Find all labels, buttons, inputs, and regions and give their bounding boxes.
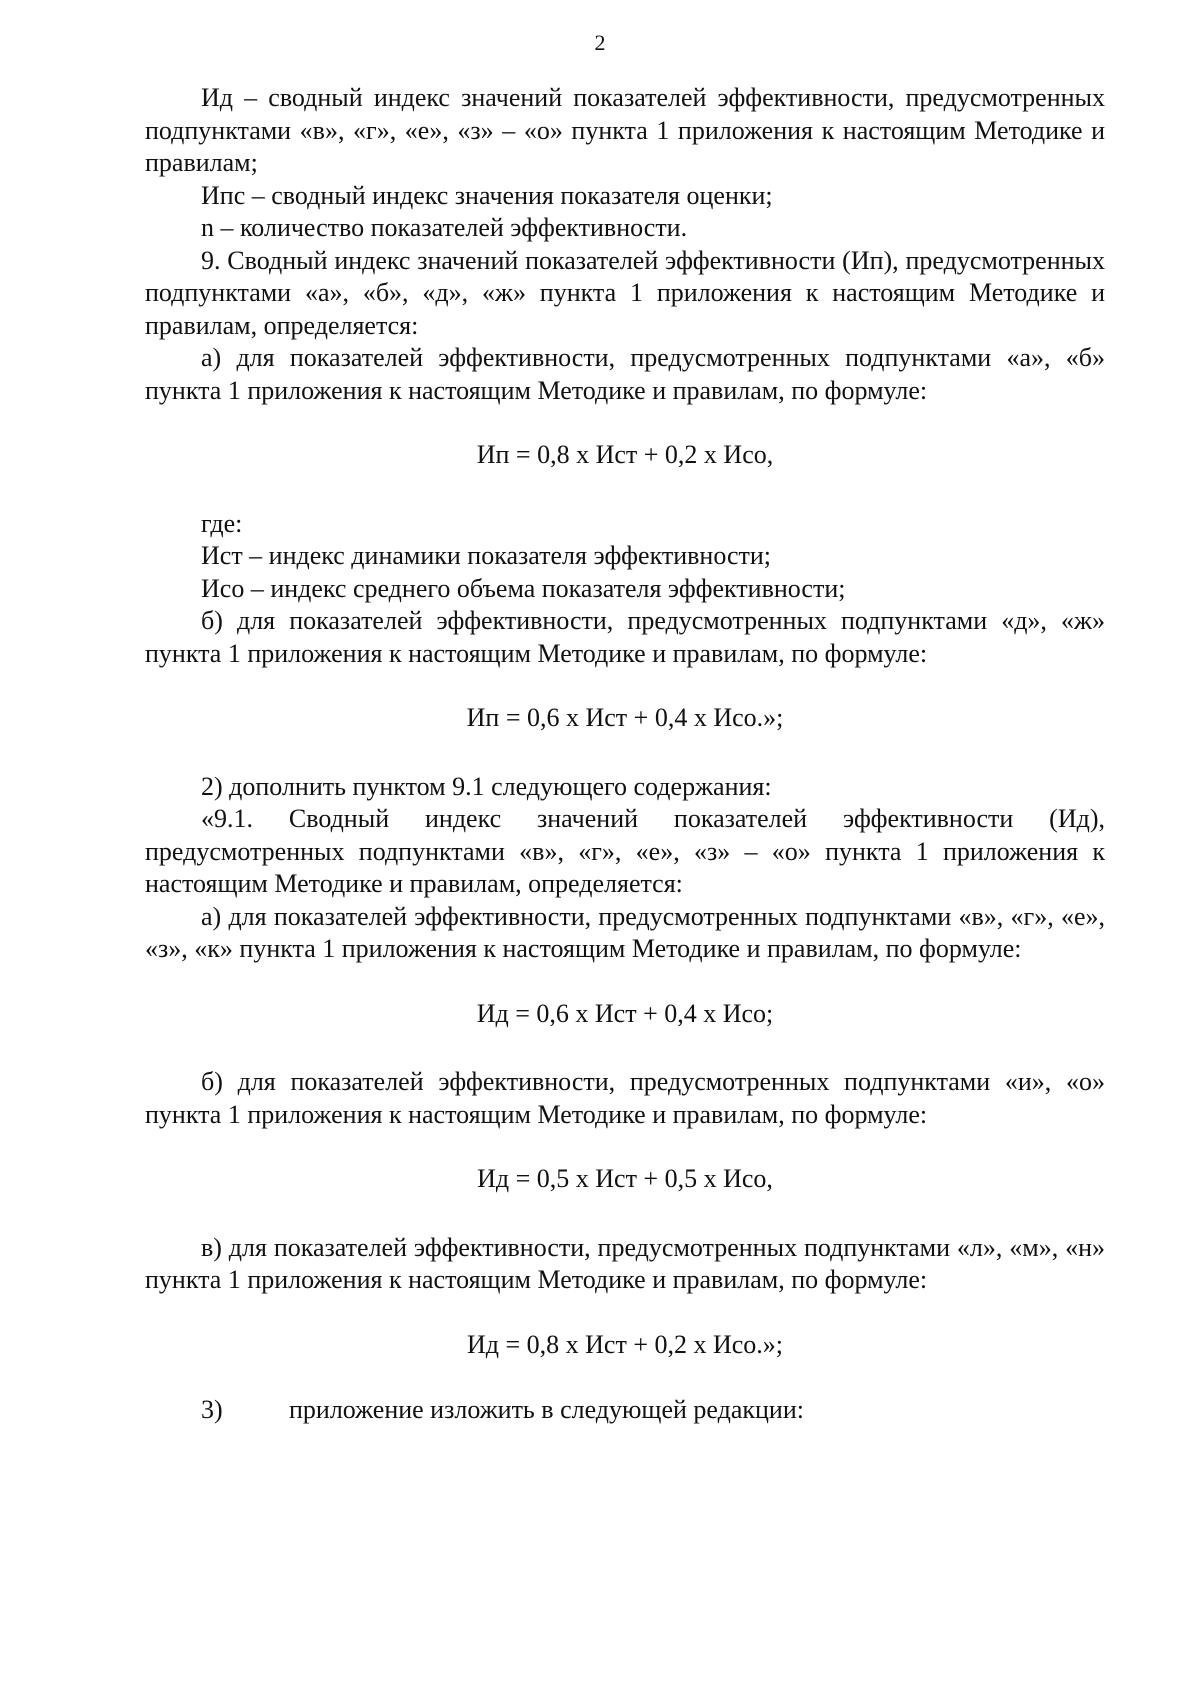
document-body [145, 82, 1105, 1427]
paragraph-where: где: [201, 508, 243, 538]
paragraph-n-definition: n – количество показателей эффективности. [201, 213, 688, 242]
paragraph-item-9-1: «9.1. Сводный индекс значений показателей эффективности (Ид), предусмотренных подпунктами «в», «г», «е», «з» – «о» пункта 1 приложения к настоящим Методике и правилам, определяется: [145, 804, 1105, 898]
paragraph-ist-definition: Ист – индекс динамики показателя эффективности; [201, 541, 772, 570]
paragraph-9-1c: в) для показателей эффективности, предусмотренных подпунктами «л», «м», «н» пункта 1 приложения к настоящим Методике и правилам, по формуле: [145, 1232, 1105, 1294]
paragraph-9a: а) для показателей эффективности, предусмотренных подпунктами «а», «б» пункта 1 приложения к настоящим Методике и правилам, по формуле: [145, 343, 1105, 405]
formula-ip-1: Ип = 0,8 x Ист + 0,2 x Исо, [476, 440, 774, 469]
paragraph-item-2: 2) дополнить пунктом 9.1 следующего содержания: [201, 771, 772, 801]
paragraph-9b: б) для показателей эффективности, предусмотренных подпунктами «д», «ж» пункта 1 приложения к настоящим Методике и правилам, по формуле: [145, 606, 1105, 668]
formula-id-3: Ид = 0,8 x Ист + 0,2 x Исо.»; [466, 1329, 784, 1359]
paragraph-iso-definition: Исо – индекс среднего объема показателя эффективности; [201, 573, 846, 603]
paragraph-ips-definition: Ипс – сводный индекс значения показателя оценки; [201, 180, 773, 210]
paragraph-item-3 [145, 1394, 1105, 1427]
paragraph-9-1a: а) для показателей эффективности, предусмотренных подпунктами «в», «г», «е», «з», «к» пункта 1 приложения к настоящим Методике и правилам, по формуле: [145, 901, 1105, 963]
formula-id-1: Ид = 0,6 x Ист + 0,4 x Исо; [476, 998, 774, 1028]
page-number: 2 [594, 30, 606, 55]
paragraph-9-1b: б) для показателей эффективности, предусмотренных подпунктами «и», «о» пункта 1 приложения к настоящим Методике и правилам, по формуле: [145, 1067, 1105, 1129]
item-3-number: 3) [201, 1395, 223, 1424]
formula-ip-2: Ип = 0,6 x Ист + 0,4 x Исо.»; [466, 703, 784, 732]
formula-id-2: Ид = 0,5 x Ист + 0,5 x Исо, [477, 1164, 773, 1193]
paragraph-id-definition: Ид – сводный индекс значений показателей эффективности, предусмотренных подпунктами «в», «г», «е», «з» – «о» пункта 1 приложения к настоящим Методике и правилам; [145, 83, 1105, 177]
item-3-text: приложение изложить в следующей редакции: [289, 1395, 804, 1424]
paragraph-item-9: 9. Сводный индекс значений показателей эффективности (Ип), предусмотренных подпунктами «а», «б», «д», «ж» пункта 1 приложения к настоящим Методике и правилам, определяется: [145, 245, 1105, 340]
